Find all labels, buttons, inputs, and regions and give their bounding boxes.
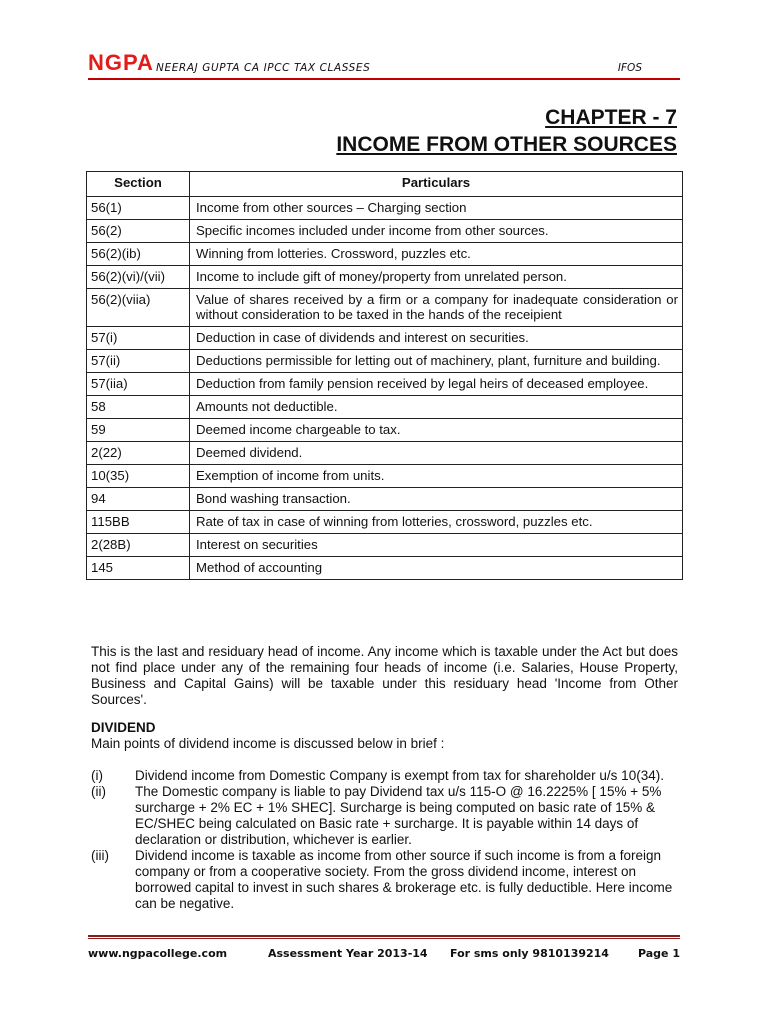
- page-header: [88, 48, 680, 80]
- section-cell: 94: [87, 488, 190, 511]
- footer-sms: For sms only 9810139214: [450, 947, 609, 960]
- section-cell: 2(22): [87, 442, 190, 465]
- section-cell: 56(2): [87, 220, 190, 243]
- chapter-title: INCOME FROM OTHER SOURCES: [336, 133, 677, 156]
- table-row: [87, 534, 683, 557]
- section-cell: 115BB: [87, 511, 190, 534]
- particulars-cell: Income from other sources – Charging section: [190, 197, 683, 220]
- particulars-cell: Deductions permissible for letting out of machinery, plant, furniture and building.: [190, 350, 683, 373]
- particulars-cell: Method of accounting: [190, 557, 683, 580]
- intro-paragraph: This is the last and residuary head of income. Any income which is taxable under the Act but does not find place under any of the remaining four heads of income (i.e. Salaries, House Property, Business and Capital Gains) will be taxable under this residuary head 'Income from Other Sources'.: [91, 644, 678, 707]
- footer-assessment-year: Assessment Year 2013-14: [268, 947, 428, 960]
- table-row: [87, 350, 683, 373]
- particulars-cell: Deduction in case of dividends and interest on securities.: [190, 327, 683, 350]
- particulars-cell: Rate of tax in case of winning from lotteries, crossword, puzzles etc.: [190, 511, 683, 534]
- column-header-particulars: Particulars: [190, 172, 683, 197]
- table-row: [87, 220, 683, 243]
- particulars-cell: Amounts not deductible.: [190, 396, 683, 419]
- particulars-cell: Bond washing transaction.: [190, 488, 683, 511]
- section-cell: 57(i): [87, 327, 190, 350]
- header-right-label: IFOS: [617, 62, 642, 74]
- table-row: [87, 197, 683, 220]
- particulars-cell: Deemed income chargeable to tax.: [190, 419, 683, 442]
- column-header-section: Section: [87, 172, 190, 197]
- section-cell: 57(iia): [87, 373, 190, 396]
- particulars-cell: Deemed dividend.: [190, 442, 683, 465]
- table-header-row: [87, 172, 683, 197]
- table-row: [87, 373, 683, 396]
- particulars-cell: Income to include gift of money/property from unrelated person.: [190, 266, 683, 289]
- table-row: [87, 419, 683, 442]
- section-cell: 59: [87, 419, 190, 442]
- section-cell: 56(2)(ib): [87, 243, 190, 266]
- list-item-number: (ii): [91, 784, 106, 799]
- list-item-number: (iii): [91, 848, 109, 863]
- list-item: [91, 768, 678, 784]
- dividend-heading: DIVIDEND: [91, 720, 156, 735]
- table-row: [87, 266, 683, 289]
- table-row: [87, 511, 683, 534]
- section-cell: 56(2)(viia): [87, 289, 190, 327]
- table-row: [87, 557, 683, 580]
- table-row: [87, 442, 683, 465]
- list-item-number: (i): [91, 768, 103, 783]
- list-item-text: The Domestic company is liable to pay Dividend tax u/s 115-O @ 16.2225% [ 15% + 5% surcharge + 2% EC + 1% SHEC]. Surcharge is being computed on basic rate of 15% & EC/SHEC being calculated on Basic rate + surcharge. It is payable within 14 days of declaration or distribution, whichever is earlier.: [135, 784, 662, 847]
- particulars-cell: Specific incomes included under income from other sources.: [190, 220, 683, 243]
- particulars-cell: Value of shares received by a firm or a company for inadequate consideration or without consideration to be taxed in the hands of the receipient: [190, 289, 683, 327]
- footer-divider: [88, 935, 680, 939]
- sections-table: [86, 171, 683, 580]
- footer-website[interactable]: www.ngpacollege.com: [88, 947, 228, 960]
- section-cell: 58: [87, 396, 190, 419]
- ngpa-logo: NGPA: [88, 50, 154, 75]
- table-row: [87, 465, 683, 488]
- table-row: [87, 289, 683, 327]
- section-cell: 56(2)(vi)/(vii): [87, 266, 190, 289]
- particulars-cell: Exemption of income from units.: [190, 465, 683, 488]
- chapter-heading: [336, 104, 677, 158]
- body-content: [91, 644, 678, 912]
- table-row: [87, 327, 683, 350]
- dividend-lead: Main points of dividend income is discussed below in brief :: [91, 736, 445, 751]
- section-cell: 56(1): [87, 197, 190, 220]
- list-item: [91, 848, 678, 912]
- chapter-number: CHAPTER - 7: [545, 106, 677, 129]
- dividend-points-list: [91, 768, 678, 912]
- header-title: NEERAJ GUPTA CA IPCC TAX CLASSES: [156, 62, 371, 74]
- page-footer: [88, 935, 680, 967]
- section-cell: 2(28B): [87, 534, 190, 557]
- particulars-cell: Deduction from family pension received by legal heirs of deceased employee.: [190, 373, 683, 396]
- footer-page-number: Page 1: [637, 947, 680, 960]
- table-row: [87, 243, 683, 266]
- section-cell: 10(35): [87, 465, 190, 488]
- particulars-cell: Interest on securities: [190, 534, 683, 557]
- table-row: [87, 488, 683, 511]
- section-cell: 145: [87, 557, 190, 580]
- particulars-cell: Winning from lotteries. Crossword, puzzles etc.: [190, 243, 683, 266]
- list-item: [91, 784, 678, 848]
- table-row: [87, 396, 683, 419]
- list-item-text: Dividend income from Domestic Company is exempt from tax for shareholder u/s 10(34).: [135, 768, 664, 783]
- list-item-text: Dividend income is taxable as income from other source if such income is from a foreign company or from a cooperative society. From the gross dividend income, interest on borrowed capital to invest in such shares & brokerage etc. is fully deductible. Here income can be negative.: [135, 848, 673, 911]
- section-cell: 57(ii): [87, 350, 190, 373]
